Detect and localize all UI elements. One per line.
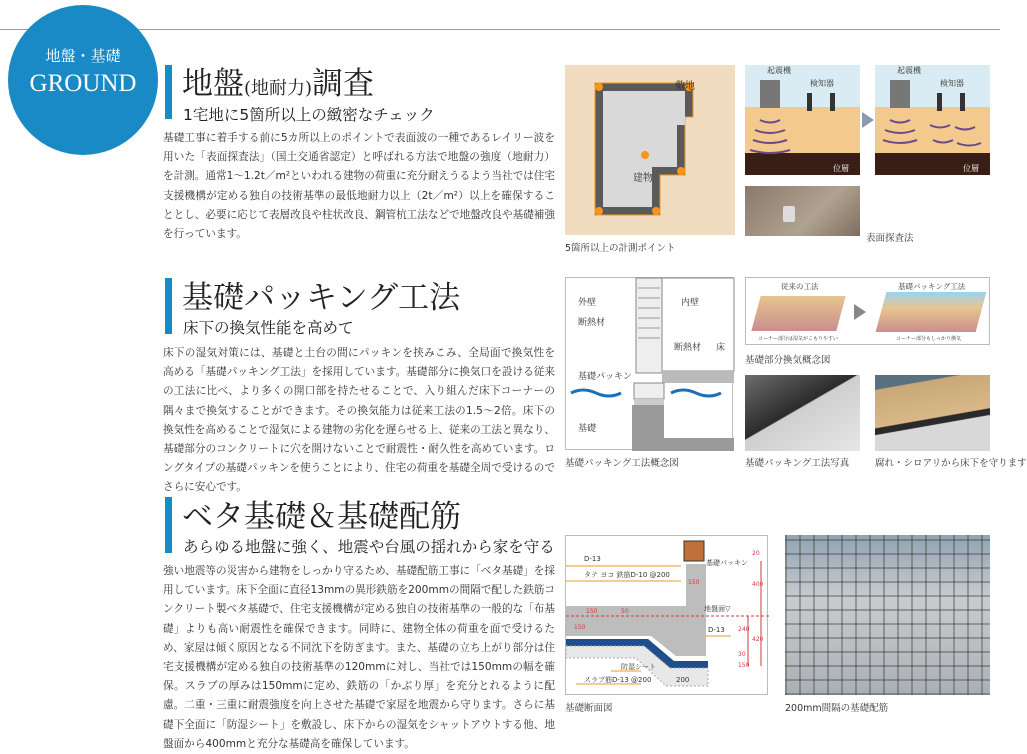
vent-new-label: 基礎パッキング工法 [898, 282, 966, 291]
ventilation-diagram [745, 277, 990, 345]
section-diagram-caption: 基礎断面図 [565, 703, 613, 714]
vent-old-label: 従来の工法 [781, 282, 819, 291]
survey-photo-caption: 表面探査法 [866, 233, 914, 244]
vent-old-note: コーナー部分は湿気がこもりやすい [758, 336, 839, 342]
survey-photo [745, 186, 860, 236]
badge-jp: 地盤・基礎 [45, 47, 121, 65]
d13-label: D-13 [584, 555, 601, 563]
floor-label: 床 [716, 343, 726, 353]
packing-diagram [565, 277, 733, 450]
section3-title: ベタ基礎＆基礎配筋 [182, 499, 461, 535]
dim-label: 150 [738, 662, 750, 669]
layer-label: 位層 [833, 164, 849, 173]
dim-label: 20 [752, 550, 760, 557]
vibrator-label: 起震機 [897, 66, 921, 75]
title-accent-bar [165, 65, 172, 119]
top-divider [0, 29, 1000, 30]
section2-title: 基礎パッキング工法 [182, 280, 461, 316]
section1-subtitle: 1宅地に5箇所以上の緻密なチェック [183, 106, 435, 124]
packing-label: 基礎パッキン [706, 559, 748, 567]
title-end: 調査 [312, 66, 375, 102]
layer-label: 位層 [963, 164, 979, 173]
sill-photo [875, 375, 990, 451]
dim-label: 30 [738, 651, 746, 658]
d13-lower-label: D-13 [708, 626, 725, 634]
detector-label: 検知器 [810, 79, 834, 88]
packing-photo [745, 375, 860, 451]
packing-label: 基礎パッキン [578, 372, 632, 382]
rebar-photo [785, 535, 990, 695]
rebar-label: タテ ヨコ 鉄筋D-10 @200 [584, 571, 670, 579]
rebar-photo-caption: 200mm間隔の基礎配筋 [785, 703, 889, 714]
section3-body: 強い地震等の災害から建物をしっかり守るため、基礎配筋工事に「ベタ基礎」を採用しています。床下全面に直径13mmの異形鉄筋を200mmの間隔で配した鉄筋コンクリート製ベタ基礎で、住宅支援機構が定める独自の技術基準の一般的な「布基礎」よりも高い耐震性を確保できます。同時に、建物全体の荷重を面で受けるため、家屋は傾く原因となる不同沈下を防ぎます。また、基礎の立ち上がり部分は住宅支援機構が定める独自の技術基準の120mmに対し、当社では150mmの幅を確保。スラブの厚みは150mmに定め、鉄筋の「かぶり厚」を充分とれるように配慮。二重・三重に耐震強度を向上させた基礎で家屋を地震から守ります。さらに基礎下全面に「防湿シート」を敷設し、床下からの湿気をシャットアウトする他、地盤面から400mmと充分な基礎高を確保しています。 [163, 565, 555, 750]
section2-body: 床下の湿気対策には、基礎と土台の間にパッキンを挟みこみ、全局面で換気性を高める「基礎パッキング工法」を採用しています。基礎部分に換気口を設ける従来の工法に比べ、より多くの開口部を持たせることで、入り組んだ床下コーナーの隅々まで換気することができます。その換気能力は従来工法の1.5～2倍。床下の換気性を高めることで湿気による建物の劣化を遅らせる上、従来の工法と異なり、基礎部分のコンクリートに穴を開けないことで耐震性・耐久性を高めています。ロングタイプの基礎パッキンを使うことにより、住宅の荷重を基礎全周で受けるのでさらに安心です。 [163, 347, 555, 494]
site-diagram [565, 65, 735, 235]
site-label: 敷地 [675, 81, 695, 92]
arrow-right-icon [854, 304, 866, 320]
wave-diagram-before [745, 65, 860, 175]
detector-label: 検知器 [940, 79, 964, 88]
site-caption: 5箇所以上の計測ポイント [565, 243, 676, 254]
vent-new-note: コーナー部分もしっかり換気 [896, 336, 962, 342]
badge-en: GROUND [29, 70, 137, 97]
foundation-section-diagram [565, 535, 768, 695]
vibrator-label: 起震機 [767, 66, 791, 75]
arrow-right-icon [862, 112, 874, 128]
title-accent-bar [165, 278, 172, 334]
dim-label: 150 [688, 579, 700, 586]
packing-photo-caption: 基礎パッキング工法写真 [745, 458, 850, 469]
foundation-label: 基礎 [578, 424, 597, 434]
inner-wall-label: 内壁 [681, 298, 700, 308]
dim-label: 400 [752, 581, 764, 588]
section-badge [8, 5, 158, 155]
floor-insulation-label: 断熱材 [674, 343, 702, 353]
dim-label: 420 [752, 636, 764, 643]
dim-label: 50 [621, 608, 629, 615]
wave-diagram-after [875, 65, 990, 175]
dim-label: 200 [676, 676, 690, 684]
slab-rebar-label: スラブ筋D-13 @200 [584, 676, 652, 684]
section1-title [182, 58, 374, 103]
building-label: 建物 [633, 173, 653, 184]
dim-label: 150 [586, 608, 598, 615]
title-accent-bar [165, 497, 172, 553]
section2-subtitle: 床下の換気性能を高めて [183, 319, 354, 337]
moisture-sheet-label: 防湿シート [621, 663, 656, 671]
section1-body: 基礎工事に着手する前に5カ所以上のポイントで表面波の一種であるレイリー波を用いた「表面探査法」（国土交通省認定）と呼ばれる方法で地盤の強度（地耐力）を計測。通常1～1.2t／m²といわれる建物の荷重に充分耐えうるよう当社では住宅支援機構が定める独自の技術基準の最低地耐力以上（2t／m²）以上を確保することとし、必要に応じて表層改良や柱状改良、鋼管杭工法などで地盤改良や基礎補強を行っています。 [163, 132, 555, 241]
insulation-label: 断熱材 [578, 318, 606, 328]
dim-label: 150 [574, 624, 586, 631]
section3-subtitle: あらゆる地盤に強く、地震や台風の揺れから家を守る [183, 538, 555, 556]
sill-photo-caption: 腐れ・シロアリから床下を守ります [875, 458, 1027, 469]
ground-level-label: 地盤面▽ [704, 605, 731, 613]
title-main: 地盤 [182, 66, 244, 102]
ventilation-caption: 基礎部分換気概念図 [745, 355, 831, 366]
title-small: (地耐力) [244, 78, 313, 99]
dim-label: 240 [738, 626, 750, 633]
packing-diagram-caption: 基礎パッキング工法概念図 [565, 458, 679, 469]
outer-wall-label: 外壁 [578, 298, 597, 308]
